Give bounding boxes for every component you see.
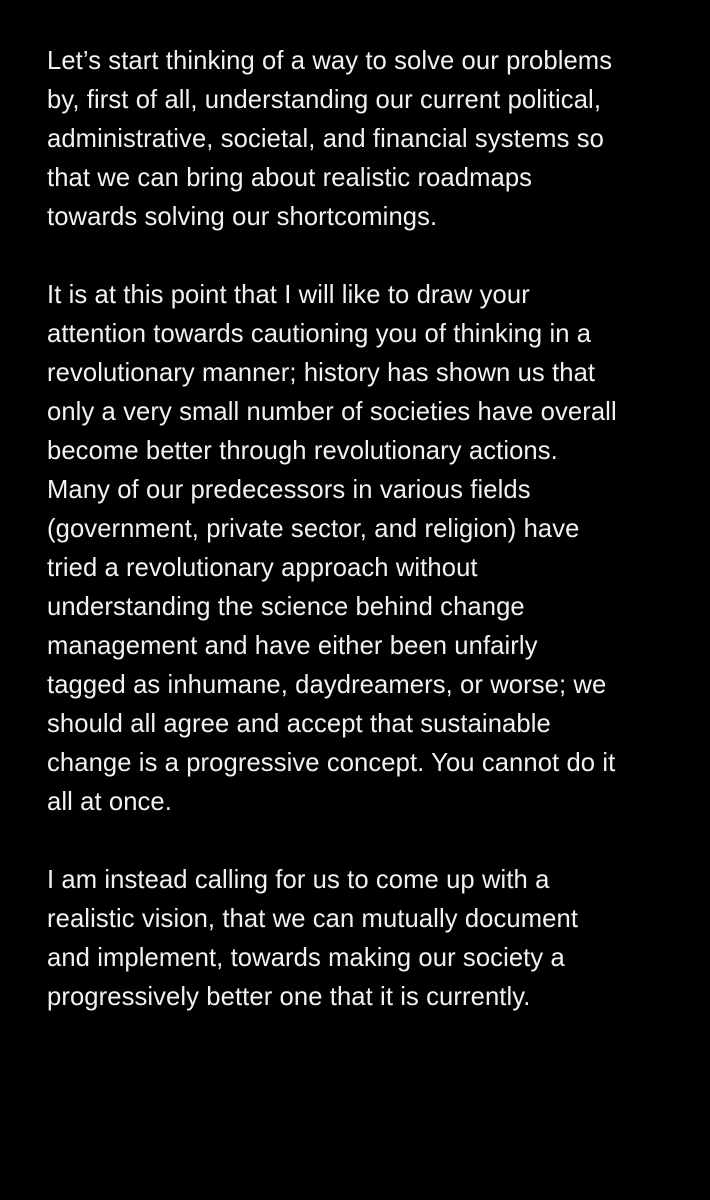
note-body[interactable] — [47, 42, 687, 1017]
text-line: realistic vision, that we can mutually document — [47, 905, 579, 933]
text-line: towards solving our shortcomings. — [47, 203, 438, 231]
text-line: only a very small number of societies have overall — [47, 398, 617, 426]
text-line: change is a progressive concept. You cannot do it — [47, 749, 616, 777]
text-line: understanding the science behind change — [47, 593, 525, 621]
paragraph-1 — [47, 42, 687, 237]
text-line: Let’s start thinking of a way to solve our problems — [47, 47, 613, 75]
text-line: and implement, towards making our society a — [47, 944, 565, 972]
paragraph-spacer — [47, 822, 687, 861]
text-line: tried a revolutionary approach without — [47, 554, 478, 582]
text-line: tagged as inhumane, daydreamers, or worse; we — [47, 671, 607, 699]
text-line: revolutionary manner; history has shown us that — [47, 359, 596, 387]
text-line: Many of our predecessors in various fields — [47, 476, 531, 504]
text-line: become better through revolutionary actions. — [47, 437, 558, 465]
text-line: that we can bring about realistic roadmaps — [47, 164, 533, 192]
text-line: administrative, societal, and financial systems so — [47, 125, 604, 153]
paragraph-spacer — [47, 237, 687, 276]
paragraph-3 — [47, 861, 687, 1017]
text-line: all at once. — [47, 788, 172, 816]
text-line: should all agree and accept that sustainable — [47, 710, 551, 738]
text-line: attention towards cautioning you of thinking in a — [47, 320, 592, 348]
text-line: progressively better one that it is currently. — [47, 983, 531, 1011]
text-line: (government, private sector, and religion) have — [47, 515, 580, 543]
paragraph-2 — [47, 276, 687, 822]
text-line: It is at this point that I will like to draw your — [47, 281, 530, 309]
text-line: by, first of all, understanding our current political, — [47, 86, 602, 114]
text-line: I am instead calling for us to come up with a — [47, 866, 550, 894]
text-line: management and have either been unfairly — [47, 632, 538, 660]
